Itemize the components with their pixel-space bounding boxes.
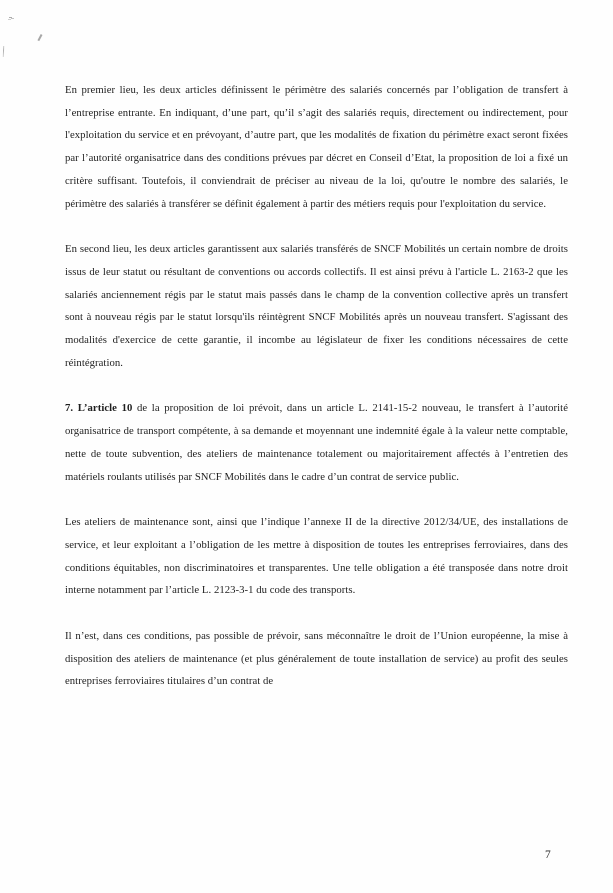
paragraph-1 [65, 79, 568, 215]
paragraph-2-text: En second lieu, les deux articles garantissent aux salariés transférés de SNCF Mobilités un certain nombre de droits issus de leur statut ou résultant de conventions ou accords collectifs. Il est ainsi prévu à l'article L. 2163-2 que les salariés anciennement régis par le statut mais passés dans le champ de la convention collective après un transfert sont à nouveau régis par le statut lorsqu'ils réintègrent SNCF Mobilités après un nouveau transfert. S'agissant des modalités d'exercice de cette garantie, il incombe au législateur de fixer les conditions nécessaires de cette réintégration. [65, 243, 568, 369]
paragraph-5 [65, 625, 568, 693]
document-body [65, 79, 568, 716]
paragraph-3-lead: 7. L’article 10 [65, 402, 133, 415]
paragraph-3 [65, 397, 568, 488]
scan-artifact-speck [9, 17, 12, 18]
paragraph-4 [65, 511, 568, 602]
paragraph-2 [65, 238, 568, 374]
paragraph-5-text: Il n’est, dans ces conditions, pas possible de prévoir, sans méconnaître le droit de l’Union européenne, la mise à disposition des ateliers de maintenance (et plus généralement de toute installation de service) au profit des seules entreprises ferroviaires titulaires d’un contrat de [65, 630, 568, 688]
scan-artifact-squiggle [3, 46, 4, 57]
paragraph-3-text: de la proposition de loi prévoit, dans un article L. 2141-15-2 nouveau, le transfert à l’autorité organisatrice de transport compétente, à sa demande et moyennant une indemnité égale à la valeur nette comptable, nette de toute subvention, des ateliers de maintenance totalement ou majoritairement affectés à l’entretien des matériels roulants utilisés par SNCF Mobilités dans le cadre d’un contrat de service public. [65, 402, 568, 483]
paragraph-4-text: Les ateliers de maintenance sont, ainsi que l’indique l’annexe II de la directive 2012/34/UE, des installations de service, et leur exploitant a l’obligation de les mettre à disposition de toutes les entreprises ferroviaires, dans des conditions équitables, non discriminatoires et transparentes. Une telle obligation a été transposée dans notre droit interne notamment par l’article L. 2123-3-1 du code des transports. [65, 516, 568, 597]
paragraph-1-text: En premier lieu, les deux articles définissent le périmètre des salariés concernés par l’obligation de transfert à l’entreprise entrante. En indiquant, d’une part, qu’il s’agit des salariés requis, directement ou indirectement, pour l'exploitation du service et en prévoyant, d’autre part, que les modalités de fixation du périmètre exact seront fixées par l’autorité organisatrice dans des conditions prévues par décret en Conseil d’Etat, la proposition de loi a fixé un critère suffisant. Toutefois, il conviendrait de préciser au niveau de la loi, qu'outre le nombre des salariés, le périmètre des salariés à transférer se définit également à partir des métiers requis pour l'exploitation du service. [65, 84, 568, 210]
page-number: 7 [545, 849, 551, 861]
scan-artifact-slash [37, 34, 42, 41]
